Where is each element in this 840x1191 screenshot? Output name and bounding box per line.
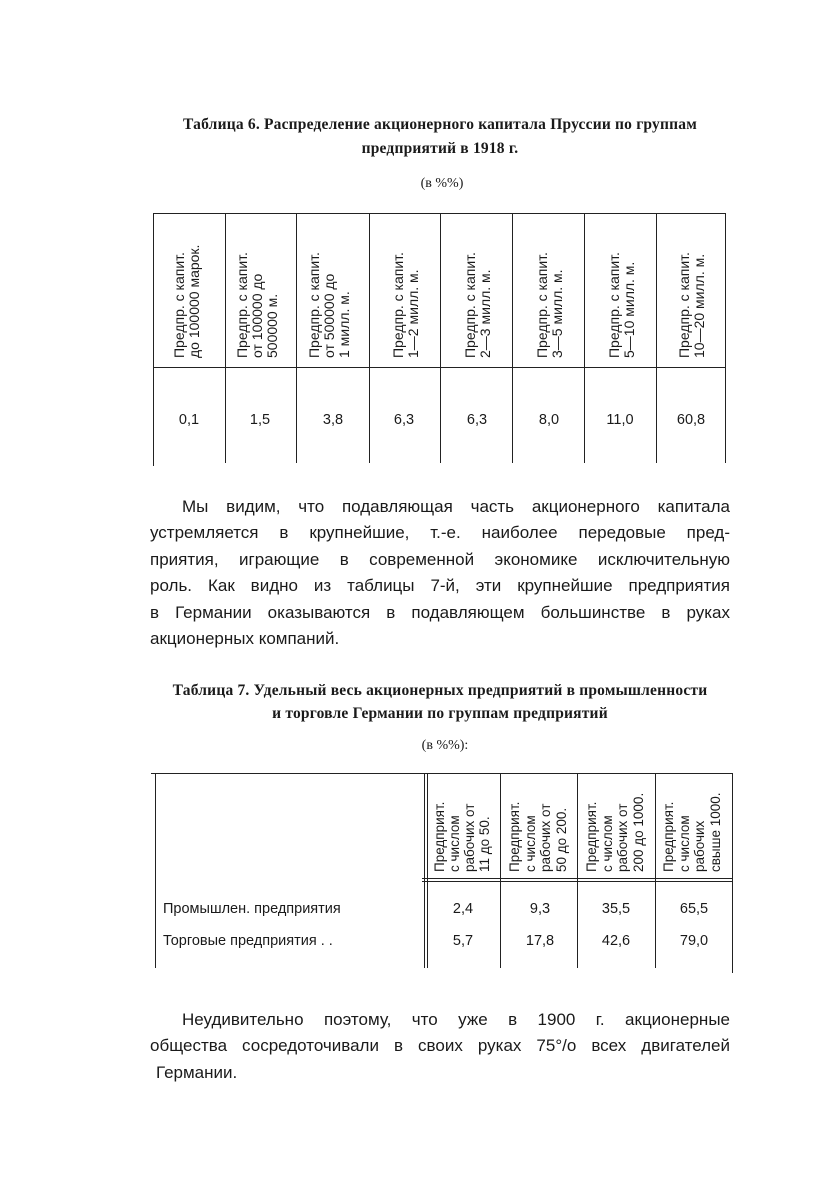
table7-rule	[732, 773, 733, 973]
table7-row-label: Торговые предприятия . .	[163, 933, 333, 949]
table6-rule	[153, 213, 154, 466]
table6-col-header: Предпр. с капит. от 100000 до 500000 м.	[234, 252, 280, 358]
table6-col-header: Предпр. с капит. 2—3 милл. м.	[462, 252, 493, 358]
table7-caption-line2: и торговле Германии по группам предприятий	[272, 705, 608, 722]
table7-value: 17,8	[525, 933, 555, 949]
table6-col-header: Предпр. с капит. 5—10 милл. м.	[606, 252, 637, 358]
table7-rule	[655, 773, 656, 968]
table6-rule	[440, 213, 441, 463]
paragraph-line: Мы видим, что подавляющая часть акционерного капитала	[182, 497, 730, 516]
paragraph-1	[150, 494, 730, 652]
table7-value: 42,6	[601, 933, 631, 949]
table6-value: 3,8	[322, 412, 344, 428]
paragraph-line: устремляется в крупнейшие, т.-е. наиболее передовые пред-	[150, 523, 730, 543]
table7-value: 2,4	[452, 901, 474, 917]
table7-col-header: Предприят. с числом рабочих от 11 до 50.	[432, 801, 492, 872]
table6-rule	[296, 213, 297, 463]
table6-unit: (в %%)	[420, 176, 464, 191]
table6-value: 1,5	[249, 412, 271, 428]
table7-caption-line1: Таблица 7. Удельный весь акционерных предприятий в промышленности	[172, 682, 708, 699]
paragraph-line: приятия, играющие в современной экономике исключительную	[150, 549, 730, 569]
table6-value: 11,0	[606, 412, 634, 428]
table6-col-header: Предпр. с капит. 10—20 милл. м.	[676, 252, 707, 358]
table6-caption-line1: Таблица 6. Распределение акционерного капитала Пруссии по группам	[183, 116, 697, 133]
table7-col-header: Предприят. с числом рабочих свыше 1000.	[661, 792, 723, 872]
paragraph-line: Германии.	[156, 1062, 238, 1082]
table7-top-rule	[151, 773, 733, 774]
table6-value: 6,3	[466, 412, 488, 428]
table7-row-label: Промышлен. предприятия	[163, 901, 341, 917]
table6-col-header: Предпр. с капит. до 100000 марок.	[171, 244, 202, 358]
table6-value: 6,3	[393, 412, 415, 428]
paragraph-line: акционерных компаний.	[150, 629, 340, 649]
table6-col-header: Предпр. с капит. 1—2 милл. м.	[390, 252, 421, 358]
table7-rule	[500, 773, 501, 968]
table7-value: 9,3	[529, 901, 551, 917]
table7-col-header: Предприят. с числом рабочих от 200 до 1000.	[584, 792, 646, 872]
paragraph-line: Неудивительно поэтому, что уже в 1900 г. акционерные	[182, 1010, 730, 1029]
table7-unit: (в %%):	[421, 738, 469, 753]
table7-rule	[424, 773, 425, 968]
table7-value: 5,7	[452, 933, 474, 949]
table6-value: 0,1	[178, 412, 200, 428]
paragraph-line: в Германии оказываются в подавляющем большинстве в руках	[150, 602, 730, 622]
paragraph-line: роль. Как видно из таблицы 7-й, эти крупнейшие предприятия	[150, 576, 730, 596]
table6-rule	[512, 213, 513, 463]
table6-value: 60,8	[676, 412, 706, 428]
table6-caption-line2: предприятий в 1918 г.	[361, 140, 519, 157]
table6-value: 8,0	[538, 412, 560, 428]
table7-col-header: Предприят. с числом рабочих от 50 до 200.	[507, 801, 569, 872]
table6-col-header: Предпр. с капит. от 500000 до 1 милл. м.	[306, 252, 352, 358]
paragraph-line: общества сосредоточивали в своих руках 75°/о всех двигателей	[150, 1036, 730, 1056]
table6-col-header: Предпр. с капит. 3—5 милл. м.	[534, 252, 565, 358]
paragraph-2	[150, 1007, 730, 1086]
table7-value: 79,0	[679, 933, 709, 949]
table7-rule	[155, 773, 156, 968]
table7-value: 65,5	[679, 901, 709, 917]
table7-rule	[577, 773, 578, 968]
table7-value: 35,5	[601, 901, 631, 917]
